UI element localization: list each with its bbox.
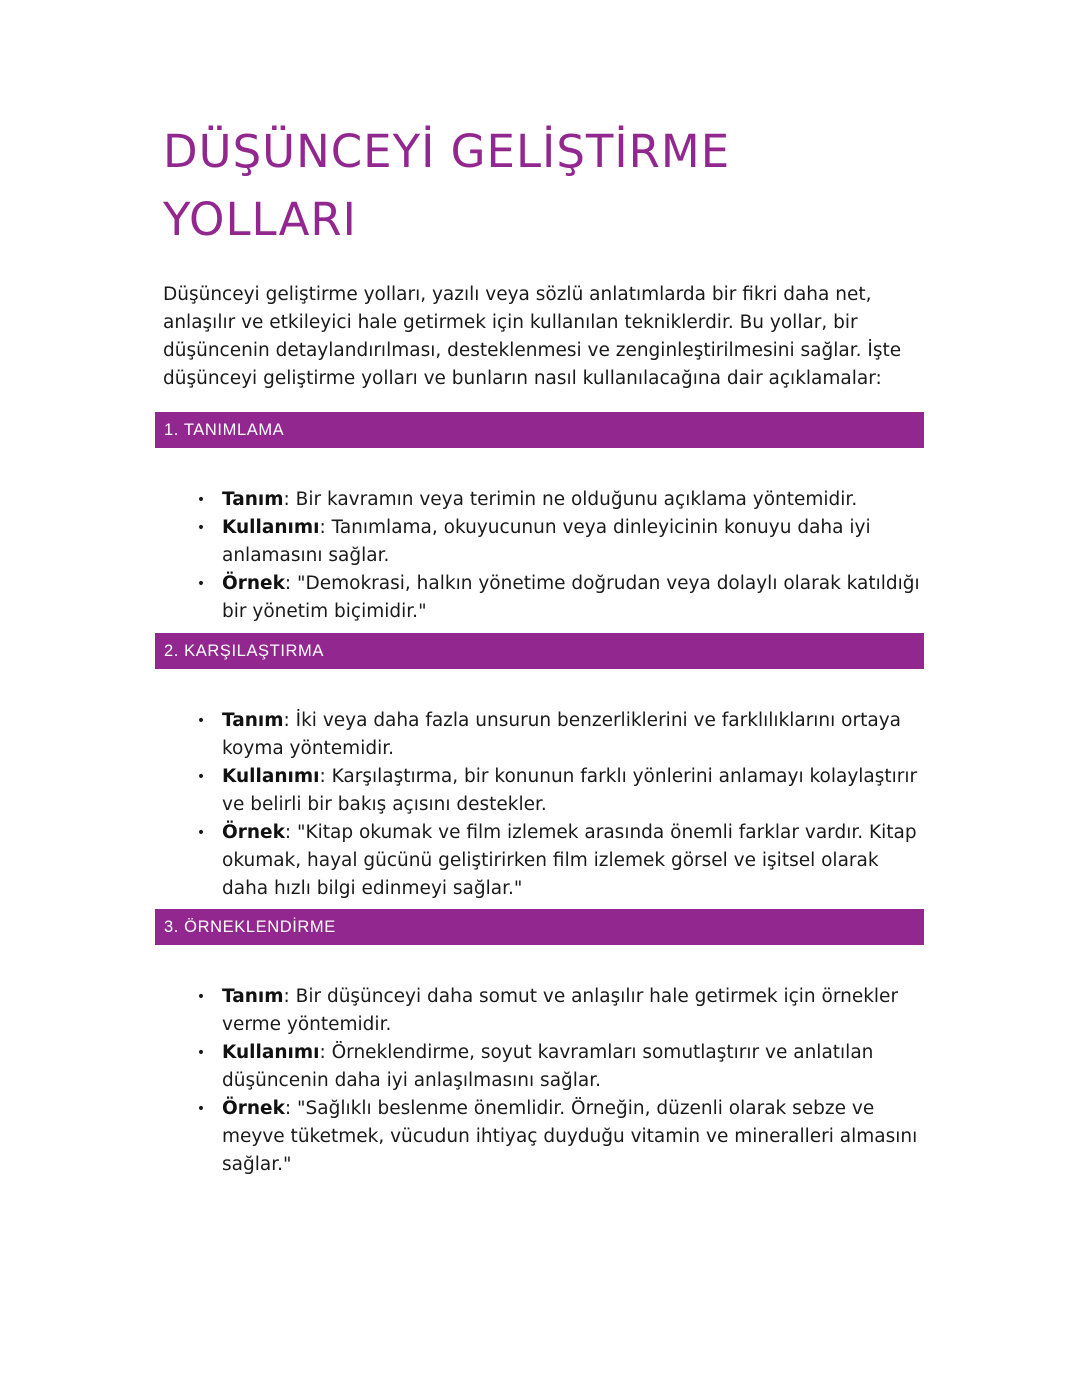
section-header: 1. TANIMLAMA [155, 412, 924, 448]
item-text: : "Kitap okumak ve film izlemek arasında önemli farklar vardır. Kitap okumak, hayal gücünü geliştirirken film izlemek görsel ve işitsel olarak daha hızlı bilgi edinmeyi sağlar." [222, 822, 917, 899]
list-item [155, 486, 924, 514]
bullet-icon: • [196, 1045, 206, 1061]
bullet-icon: • [196, 989, 206, 1005]
section-orneklendirme [155, 909, 924, 1179]
list-item [155, 983, 924, 1039]
bullet-icon: • [196, 576, 206, 592]
section-header: 3. ÖRNEKLENDİRME [155, 909, 924, 945]
item-term: Tanım [222, 489, 284, 510]
list-item [155, 1039, 924, 1095]
section-header: 2. KARŞILAŞTIRMA [155, 633, 924, 669]
intro-paragraph: Düşünceyi geliştirme yolları, yazılı veya sözlü anlatımlarda bir fikri daha net, anlaşılır ve etkileyici hale getirmek için kullanılan tekniklerdir. Bu yollar, bir düşüncenin detaylandırılması, desteklenmesi ve zenginleştirilmesini sağlar. İşte düşünceyi geliştirme yolları ve bunların nasıl kullanılacağına dair açıklamalar: [163, 284, 902, 389]
bullet-icon: • [196, 492, 206, 508]
item-text: : Örneklendirme, soyut kavramları somutlaştırır ve anlatılan düşüncenin daha iyi anlaşılmasını sağlar. [222, 1042, 874, 1091]
bullet-icon: • [196, 713, 206, 729]
list-item [155, 570, 924, 626]
section-tanimlama [155, 412, 924, 626]
bullet-list [155, 983, 924, 1179]
list-item [155, 514, 924, 570]
item-text: : Karşılaştırma, bir konunun farklı yönlerini anlamayı kolaylaştırır ve belirli bir bakış açısını destekler. [222, 766, 918, 815]
list-item [155, 1095, 924, 1179]
bullet-list [155, 486, 924, 626]
item-term: Örnek [222, 1098, 285, 1119]
list-item [155, 707, 924, 763]
bullet-icon: • [196, 825, 206, 841]
list-item [155, 819, 924, 903]
item-term: Örnek [222, 573, 285, 594]
item-term: Tanım [222, 710, 284, 731]
bullet-icon: • [196, 769, 206, 785]
item-text: : Bir düşünceyi daha somut ve anlaşılır hale getirmek için örnekler verme yöntemidir. [222, 986, 899, 1035]
item-text: : Bir kavramın veya terimin ne olduğunu açıklama yöntemidir. [283, 489, 858, 510]
section-karsilastirma [155, 633, 924, 903]
item-term: Kullanımı [222, 517, 320, 538]
bullet-list [155, 707, 924, 903]
item-term: Örnek [222, 822, 285, 843]
document-title: DÜŞÜNCEYİ GELİŞTİRME YOLLARI [163, 125, 731, 246]
item-term: Kullanımı [222, 766, 320, 787]
item-text: : İki veya daha fazla unsurun benzerliklerini ve farklılıklarını ortaya koyma yöntemidir. [222, 710, 901, 759]
item-text: : "Demokrasi, halkın yönetime doğrudan veya dolaylı olarak katıldığı bir yönetim biçimidir." [222, 573, 920, 622]
item-term: Kullanımı [222, 1042, 320, 1063]
item-text: : Tanımlama, okuyucunun veya dinleyicinin konuyu daha iyi anlamasını sağlar. [222, 517, 871, 566]
bullet-icon: • [196, 520, 206, 536]
item-term: Tanım [222, 986, 284, 1007]
item-text: : "Sağlıklı beslenme önemlidir. Örneğin, düzenli olarak sebze ve meyve tüketmek, vücudun ihtiyaç duyduğu vitamin ve mineralleri almasını sağlar." [222, 1098, 918, 1175]
bullet-icon: • [196, 1101, 206, 1117]
list-item [155, 763, 924, 819]
